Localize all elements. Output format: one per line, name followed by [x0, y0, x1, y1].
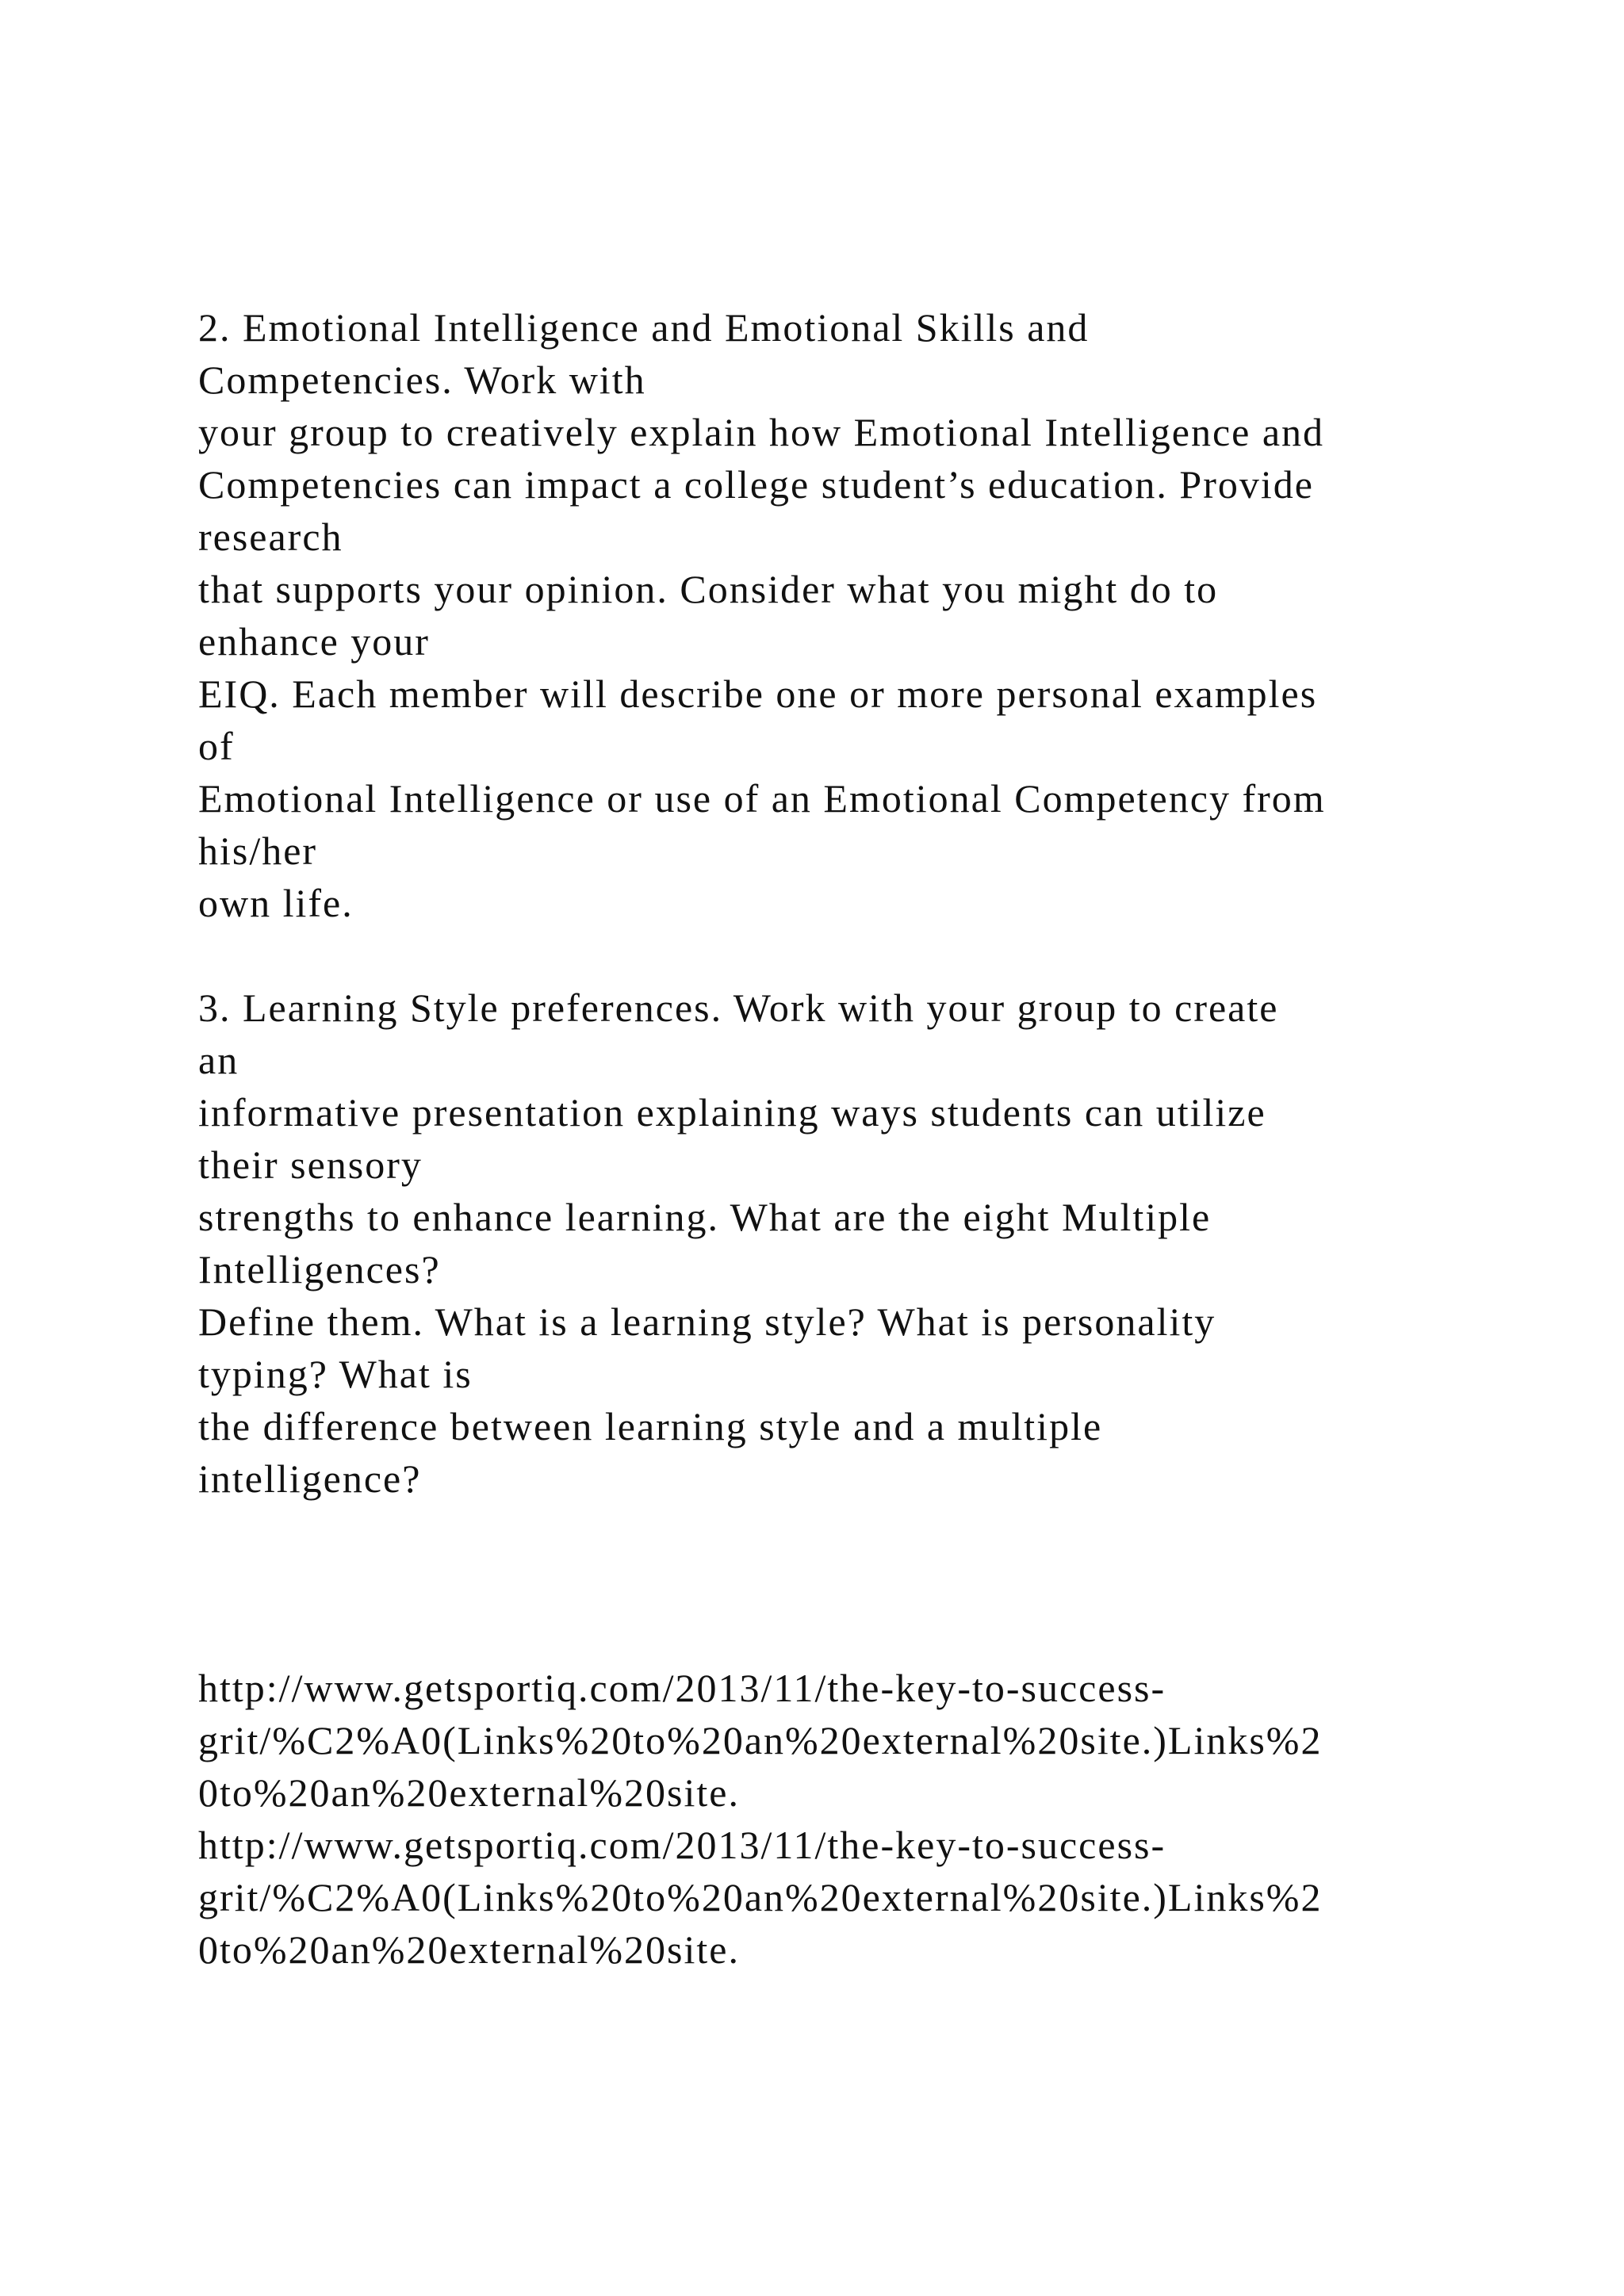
- url-line: http://www.getsportiq.com/2013/11/the-key-to-success-: [198, 1823, 1166, 1867]
- text-line: research: [198, 515, 343, 559]
- url-line: 0to%20an%20external%20site.: [198, 1770, 740, 1815]
- text-line: of: [198, 724, 235, 768]
- section-2-emotional-intelligence: [198, 301, 1546, 929]
- text-line: 2. Emotional Intelligence and Emotional Skills and: [198, 305, 1090, 350]
- url-line: http://www.getsportiq.com/2013/11/the-key-to-success-: [198, 1666, 1166, 1710]
- text-line: his/her: [198, 828, 318, 873]
- url-line: grit/%C2%A0(Links%20to%20an%20external%20site.)Links%2: [198, 1875, 1323, 1919]
- text-line: typing? What is: [198, 1352, 473, 1396]
- text-line: EIQ. Each member will describe one or more personal examples: [198, 672, 1318, 716]
- text-line: enhance your: [198, 619, 430, 664]
- text-line: that supports your opinion. Consider what you might do to: [198, 567, 1219, 611]
- text-line: the difference between learning style and a multiple: [198, 1404, 1103, 1448]
- text-line: Competencies can impact a college student’s education. Provide: [198, 462, 1314, 507]
- text-line: own life.: [198, 881, 354, 925]
- text-line: their sensory: [198, 1142, 423, 1187]
- reference-links: [198, 1662, 1546, 1976]
- text-line: strengths to enhance learning. What are the eight Multiple: [198, 1195, 1212, 1239]
- text-line: 3. Learning Style preferences. Work with your group to create: [198, 985, 1279, 1030]
- text-line: informative presentation explaining ways students can utilize: [198, 1090, 1266, 1135]
- text-line: your group to creatively explain how Emotional Intelligence and: [198, 410, 1325, 454]
- section-3-learning-style: [198, 982, 1546, 1505]
- url-line: 0to%20an%20external%20site.: [198, 1927, 740, 1972]
- text-line: an: [198, 1038, 239, 1082]
- text-line: Competencies. Work with: [198, 358, 646, 402]
- text-line: Define them. What is a learning style? What is personality: [198, 1299, 1216, 1344]
- text-line: Intelligences?: [198, 1247, 441, 1292]
- text-line: intelligence?: [198, 1456, 422, 1501]
- text-line: Emotional Intelligence or use of an Emotional Competency from: [198, 776, 1326, 821]
- url-line: grit/%C2%A0(Links%20to%20an%20external%20site.)Links%2: [198, 1718, 1323, 1762]
